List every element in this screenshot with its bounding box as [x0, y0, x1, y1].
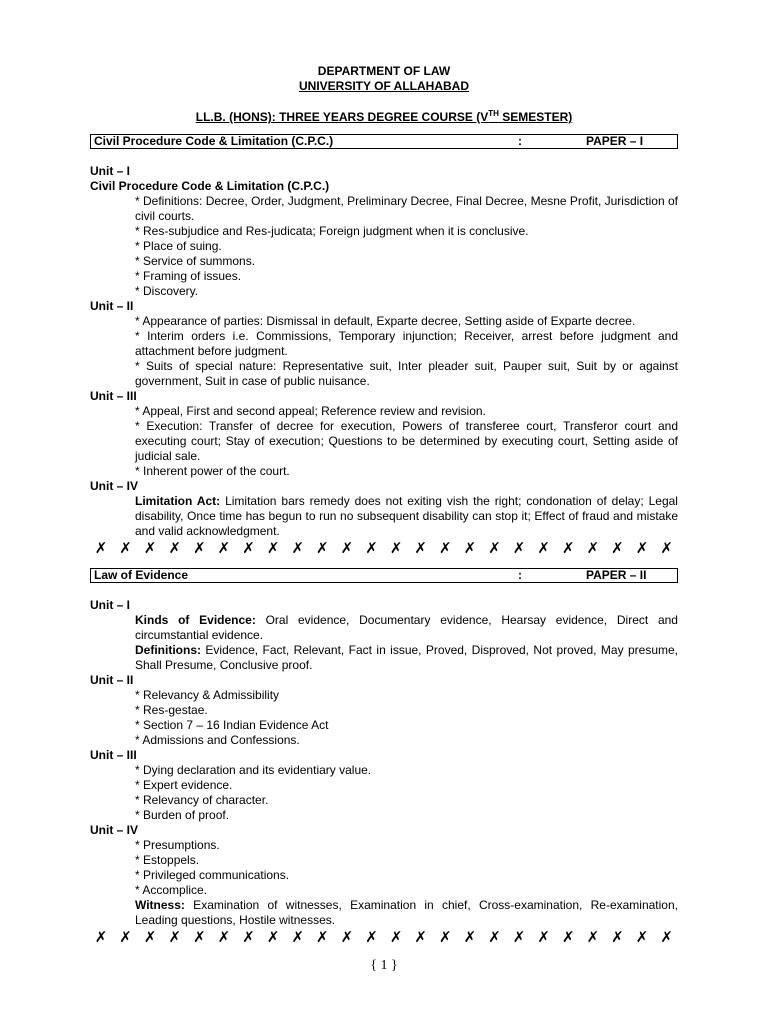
- cross-ornament-icon: ✗: [389, 539, 403, 557]
- list-item: * Execution: Transfer of decree for execution, Powers of transferee court, Transferor court and executing court; Stay of execution; Questions to be determined by executing court, Setting aside of judicial sale.: [135, 419, 678, 463]
- cross-ornament-icon: ✗: [217, 539, 231, 557]
- list-item: * Section 7 – 16 Indian Evidence Act: [135, 718, 329, 732]
- cross-ornament-icon: ✗: [340, 539, 354, 557]
- list-item: * Expert evidence.: [135, 778, 233, 792]
- cross-ornament-icon: ✗: [291, 928, 305, 946]
- department-title: DEPARTMENT OF LAW: [317, 64, 451, 78]
- cross-ornament-icon: ✗: [414, 928, 427, 946]
- unit-heading: Unit – IV: [90, 823, 139, 837]
- list-item: * Interim orders i.e. Commissions, Temporary injunction; Receiver, arrest before judgment and attachment before judgment.: [135, 329, 678, 358]
- paragraph: Witness: Examination of witnesses, Examination in chief, Cross-examination, Re-examination, Leading questions, Hostile witnesses.: [135, 898, 678, 927]
- list-item: * Discovery.: [135, 284, 199, 298]
- cross-ornament-icon: ✗: [340, 928, 354, 946]
- unit-heading: Unit – II: [90, 673, 134, 687]
- list-item: * Admissions and Confessions.: [135, 733, 300, 747]
- paper-2-colon: :: [518, 568, 522, 582]
- cross-ornament-icon: ✗: [414, 539, 427, 557]
- cross-ornament-icon: ✗: [635, 928, 649, 946]
- cross-ornament-icon: ✗: [193, 928, 206, 946]
- unit-heading: Unit – III: [90, 389, 137, 403]
- paper-1-number: PAPER – I: [586, 134, 644, 148]
- paper-2-title: Law of Evidence: [94, 568, 189, 582]
- cross-ornament-icon: ✗: [463, 539, 477, 557]
- cross-ornament-icon: ✗: [537, 539, 550, 557]
- unit-heading: Unit – II: [90, 299, 134, 313]
- list-item: * Dying declaration and its evidentiary value.: [135, 763, 372, 777]
- list-item: * Appeal, First and second appeal; Reference review and revision.: [135, 404, 486, 418]
- cross-ornament-icon: ✗: [242, 539, 255, 557]
- cross-ornament-icon: ✗: [143, 539, 157, 557]
- cross-ornament-icon: ✗: [463, 928, 477, 946]
- cross-ornament-icon: ✗: [611, 539, 624, 557]
- paper-2-body: [90, 598, 678, 928]
- paragraph: Limitation Act: Limitation bars remedy does not exiting vish the right; condonation of delay; Legal disability, Once time has begun to run no subsequent disability can stop it; Effect of fraud and mistake and valid acknowledgment.: [135, 494, 678, 538]
- lead-term: Definitions:: [135, 643, 201, 657]
- cross-ornament-icon: ✗: [316, 928, 329, 946]
- cross-ornament-icon: ✗: [611, 928, 624, 946]
- unit-heading: Unit – IV: [90, 479, 139, 493]
- paragraph: Definitions: Evidence, Fact, Relevant, Fact in issue, Proved, Disproved, Not proved, May presume, Shall Presume, Conclusive proof.: [135, 643, 678, 672]
- list-item: * Accomplice.: [135, 883, 208, 897]
- cross-ornament-icon: ✗: [365, 539, 378, 557]
- university-title: UNIVERSITY OF ALLAHABAD: [298, 79, 469, 93]
- cross-ornament-icon: ✗: [586, 539, 600, 557]
- list-item: * Service of summons.: [135, 254, 256, 268]
- paper-1-body: [90, 164, 678, 539]
- cross-ornament-icon: ✗: [168, 539, 182, 557]
- paper-1-colon: :: [518, 134, 522, 148]
- list-item: * Presumptions.: [135, 838, 220, 852]
- cross-ornament-icon: ✗: [193, 539, 206, 557]
- cross-ornament-icon: ✗: [389, 928, 403, 946]
- cross-ornament-icon: ✗: [439, 928, 452, 946]
- list-item: * Res-gestae.: [135, 703, 208, 717]
- cross-ornament-icon: ✗: [512, 539, 526, 557]
- cross-ornament-icon: ✗: [266, 928, 280, 946]
- lead-term: Limitation Act:: [135, 494, 221, 508]
- cross-ornament-icon: ✗: [168, 928, 182, 946]
- cross-ornament-icon: ✗: [660, 539, 673, 557]
- unit-subtitle: Civil Procedure Code & Limitation (C.P.C.): [90, 179, 330, 193]
- paper-2-title-box: [90, 568, 678, 583]
- list-item: * Res-subjudice and Res-judicata; Foreign judgment when it is conclusive.: [135, 224, 529, 238]
- document-page: [90, 64, 678, 945]
- list-item: * Estoppels.: [135, 853, 200, 867]
- list-item: * Suits of special nature: Representative suit, Inter pleader suit, Pauper suit, Suit by or against government, Suit in case of public nuisance.: [135, 359, 678, 388]
- unit-heading: Unit – I: [90, 164, 131, 178]
- paper-1-title-box: [90, 134, 678, 149]
- paper-2-number: PAPER – II: [586, 568, 647, 582]
- unit-heading: Unit – III: [90, 748, 137, 762]
- list-item: * Framing of issues.: [135, 269, 242, 283]
- list-item: * Appearance of parties: Dismissal in default, Exparte decree, Setting aside of Exparte decree.: [135, 314, 636, 328]
- lead-term: Witness:: [135, 898, 185, 912]
- list-item: * Relevancy of character.: [135, 793, 269, 807]
- list-item: * Definitions: Decree, Order, Judgment, Preliminary Decree, Final Decree, Mesne Profit, Jurisdiction of civil courts.: [135, 194, 678, 223]
- list-item: * Privileged communications.: [135, 868, 290, 882]
- cross-ornament-icon: ✗: [94, 539, 108, 557]
- cross-ornament-icon: ✗: [586, 928, 600, 946]
- cross-ornament-icon: ✗: [488, 539, 501, 557]
- separator-row: [90, 540, 678, 556]
- cross-ornament-icon: ✗: [561, 539, 575, 557]
- cross-ornament-icon: ✗: [266, 539, 280, 557]
- cross-ornament-icon: ✗: [94, 928, 108, 946]
- cross-ornament-icon: ✗: [119, 539, 132, 557]
- paragraph: Kinds of Evidence: Oral evidence, Documentary evidence, Hearsay evidence, Direct and circumstantial evidence.: [135, 613, 678, 642]
- list-item: * Place of suing.: [135, 239, 222, 253]
- cross-ornament-icon: ✗: [217, 928, 231, 946]
- cross-ornament-icon: ✗: [439, 539, 452, 557]
- cross-ornament-icon: ✗: [537, 928, 550, 946]
- cross-ornament-icon: ✗: [291, 539, 305, 557]
- cross-ornament-icon: ✗: [561, 928, 575, 946]
- cross-ornament-icon: ✗: [365, 928, 378, 946]
- list-item: * Inherent power of the court.: [135, 464, 290, 478]
- cross-ornament-icon: ✗: [143, 928, 157, 946]
- list-item: * Burden of proof.: [135, 808, 230, 822]
- course-title: LL.B. (HONS): THREE YEARS DEGREE COURSE (VTH SEMESTER): [195, 109, 573, 124]
- cross-ornament-icon: ✗: [488, 928, 501, 946]
- separator-row: [90, 929, 678, 945]
- list-item: * Relevancy & Admissibility: [135, 688, 280, 702]
- cross-ornament-icon: ✗: [316, 539, 329, 557]
- lead-term: Kinds of Evidence:: [135, 613, 256, 627]
- page-number: { 1 }: [370, 958, 398, 973]
- cross-ornament-icon: ✗: [242, 928, 255, 946]
- document-header: [90, 64, 678, 125]
- unit-heading: Unit – I: [90, 598, 131, 612]
- cross-ornament-icon: ✗: [635, 539, 649, 557]
- paper-1-title: Civil Procedure Code & Limitation (C.P.C.): [94, 134, 334, 148]
- cross-ornament-icon: ✗: [119, 928, 132, 946]
- cross-ornament-icon: ✗: [660, 928, 673, 946]
- cross-ornament-icon: ✗: [512, 928, 526, 946]
